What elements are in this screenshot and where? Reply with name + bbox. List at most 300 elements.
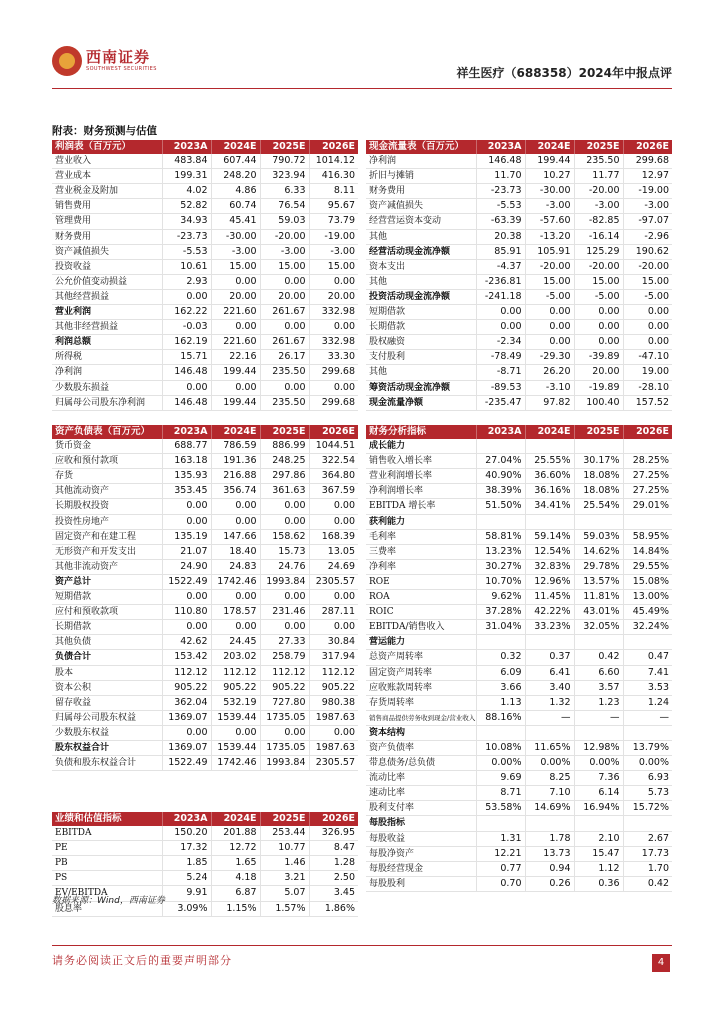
cell-value: 168.39 (309, 529, 358, 544)
cell-value: 73.79 (309, 214, 358, 229)
cell-value: 45.49% (623, 605, 672, 620)
cell-value: 15.08% (623, 574, 672, 589)
cell-value: — (623, 710, 672, 725)
row-label: 销售费用 (52, 199, 162, 214)
cell-value: 58.95% (623, 529, 672, 544)
table-row (366, 725, 672, 740)
cell-value: 905.22 (211, 680, 260, 695)
cell-value: 135.19 (162, 529, 211, 544)
cell-value: 14.69% (525, 801, 574, 816)
cell-value: 112.12 (260, 665, 309, 680)
table-row (52, 635, 358, 650)
cell-value: 76.54 (260, 199, 309, 214)
table-row (52, 199, 358, 214)
cell-value: 100.40 (574, 395, 623, 410)
cell-value: 4.18 (211, 871, 260, 886)
cell-value: 11.70 (476, 169, 525, 184)
cell-value (525, 514, 574, 529)
row-label: 少数股东权益 (52, 725, 162, 740)
cell-value: 0.00% (476, 756, 525, 771)
cell-value: -19.00 (309, 229, 358, 244)
cell-value: 1.28 (309, 856, 358, 871)
cell-value: 1987.63 (309, 740, 358, 755)
table-row (366, 529, 672, 544)
cell-value: 1.78 (525, 831, 574, 846)
cell-value: 24.83 (211, 559, 260, 574)
row-label: 每股净资产 (366, 846, 476, 861)
table-row (366, 786, 672, 801)
row-label: 其他 (366, 229, 476, 244)
cell-value: 353.45 (162, 484, 211, 499)
cell-value: 30.17% (574, 454, 623, 469)
table-title: 财务分析指标 (366, 425, 476, 439)
cell-value: 7.41 (623, 665, 672, 680)
cell-value: 0.00 (260, 725, 309, 740)
cell-value: -39.89 (574, 350, 623, 365)
row-label: 净利润 (52, 365, 162, 380)
cell-value: -236.81 (476, 274, 525, 289)
cell-value: -20.00 (574, 259, 623, 274)
cell-value: 27.25% (623, 469, 672, 484)
row-label: ROA (366, 590, 476, 605)
column-header: 2023A (162, 140, 211, 154)
cell-value: 59.03% (574, 529, 623, 544)
cell-value: 3.45 (309, 886, 358, 901)
column-header: 2026E (309, 812, 358, 826)
table-row (366, 590, 672, 605)
row-label: 每股收益 (366, 831, 476, 846)
cell-value: 0.00 (260, 380, 309, 395)
table-row (366, 350, 672, 365)
cell-value: 15.73 (260, 544, 309, 559)
income-statement-table (52, 140, 358, 411)
row-label: 获利能力 (366, 514, 476, 529)
cell-value: 0.47 (623, 650, 672, 665)
table-row (366, 484, 672, 499)
row-label: 净利润增长率 (366, 484, 476, 499)
table-row (52, 514, 358, 529)
cell-value: -3.00 (574, 199, 623, 214)
cell-value: 29.01% (623, 499, 672, 514)
cell-value: 0.00 (525, 320, 574, 335)
cell-value: 29.55% (623, 559, 672, 574)
table-row (366, 861, 672, 876)
cell-value: 1.65 (211, 856, 260, 871)
table-row (366, 335, 672, 350)
row-label: 负债合计 (52, 650, 162, 665)
row-label: 固定资产周转率 (366, 665, 476, 680)
cell-value: 199.44 (525, 154, 574, 169)
cell-value: 30.27% (476, 559, 525, 574)
cell-value: 112.12 (211, 665, 260, 680)
cell-value: 688.77 (162, 439, 211, 454)
cell-value: 1.24 (623, 695, 672, 710)
data-source-note: 数据来源：Wind，西南证券 (52, 896, 165, 906)
cell-value: 52.82 (162, 199, 211, 214)
cell-value: 221.60 (211, 305, 260, 320)
cell-value: 20.00 (309, 289, 358, 304)
cell-value: -19.89 (574, 380, 623, 395)
cell-value: 235.50 (260, 365, 309, 380)
cell-value: 0.00% (574, 756, 623, 771)
cell-value: -20.00 (525, 259, 574, 274)
cell-value: 1.57% (260, 901, 309, 916)
cell-value: 221.60 (211, 335, 260, 350)
cell-value: 0.32 (476, 650, 525, 665)
cell-value: 1014.12 (309, 154, 358, 169)
cell-value: 14.62% (574, 544, 623, 559)
row-label: 每股股利 (366, 876, 476, 891)
cell-value: -5.53 (476, 199, 525, 214)
cell-value: -5.00 (525, 289, 574, 304)
row-label: 货币资金 (52, 439, 162, 454)
cell-value: 0.00% (525, 756, 574, 771)
cell-value: 1.32 (525, 695, 574, 710)
row-label: 其他非流动资产 (52, 559, 162, 574)
table-row (366, 439, 672, 454)
cell-value: 12.54% (525, 544, 574, 559)
table-row (52, 305, 358, 320)
cell-value (476, 635, 525, 650)
row-label: 其他流动资产 (52, 484, 162, 499)
row-label: 其他非经营损益 (52, 320, 162, 335)
table-row (52, 871, 358, 886)
cell-value: 31.04% (476, 620, 525, 635)
cell-value: 13.79% (623, 740, 672, 755)
cell-value: 32.24% (623, 620, 672, 635)
column-header: 2024E (525, 140, 574, 154)
table-row (366, 756, 672, 771)
cell-value: 332.98 (309, 305, 358, 320)
table-row (366, 831, 672, 846)
table-row (52, 259, 358, 274)
cell-value: 27.25% (623, 484, 672, 499)
cell-value: 21.07 (162, 544, 211, 559)
cell-value: -47.10 (623, 350, 672, 365)
cell-value: 0.36 (574, 876, 623, 891)
page-header (52, 40, 672, 90)
table-row (52, 380, 358, 395)
table-row (52, 169, 358, 184)
table-row (366, 184, 672, 199)
row-label: 股权融资 (366, 335, 476, 350)
table-row (366, 274, 672, 289)
cell-value: 191.36 (211, 454, 260, 469)
row-label: 资产总计 (52, 574, 162, 589)
cell-value: 34.93 (162, 214, 211, 229)
row-label: 三费率 (366, 544, 476, 559)
cell-value: 1987.63 (309, 710, 358, 725)
cell-value: 1.70 (623, 861, 672, 876)
row-label: 营业利润 (52, 305, 162, 320)
cell-value: 27.04% (476, 454, 525, 469)
cell-value: 0.00 (260, 590, 309, 605)
page-number: 4 (652, 954, 670, 972)
cell-value: 1.46 (260, 856, 309, 871)
row-label: EBITDA/销售收入 (366, 620, 476, 635)
table-row (366, 229, 672, 244)
cell-value: 42.22% (525, 605, 574, 620)
cell-value: 6.60 (574, 665, 623, 680)
row-label: 无形资产和开发支出 (52, 544, 162, 559)
cell-value: 30.84 (309, 635, 358, 650)
cell-value: 33.23% (525, 620, 574, 635)
row-label: 现金流量净额 (366, 395, 476, 410)
cell-value: 905.22 (162, 680, 211, 695)
cell-value: 11.81% (574, 590, 623, 605)
cell-value: 13.00% (623, 590, 672, 605)
row-label: 投资性房地产 (52, 514, 162, 529)
cell-value: 1735.05 (260, 740, 309, 755)
cell-value: 0.00 (260, 499, 309, 514)
cell-value: 203.02 (211, 650, 260, 665)
table-row (366, 801, 672, 816)
cell-value: 261.67 (260, 335, 309, 350)
row-label: 经营活动现金流净额 (366, 244, 476, 259)
cell-value: 5.73 (623, 786, 672, 801)
row-label: PB (52, 856, 162, 871)
table-row (366, 695, 672, 710)
table-row (52, 154, 358, 169)
cell-value: 162.22 (162, 305, 211, 320)
cell-value: -23.73 (476, 184, 525, 199)
cell-value: 0.00 (574, 335, 623, 350)
row-label: 每股经营现金 (366, 861, 476, 876)
cell-value: 0.00 (162, 620, 211, 635)
cell-value: 1.31 (476, 831, 525, 846)
row-label: 其他 (366, 274, 476, 289)
row-label: 总资产周转率 (366, 650, 476, 665)
table-row (52, 650, 358, 665)
cashflow-statement-table (366, 140, 672, 411)
cell-value: 13.73 (525, 846, 574, 861)
cell-value: 157.52 (623, 395, 672, 410)
cell-value: 0.00 (309, 380, 358, 395)
table-row (366, 559, 672, 574)
cell-value: 199.31 (162, 169, 211, 184)
row-label: 存货周转率 (366, 695, 476, 710)
cell-value: 0.00 (574, 320, 623, 335)
row-label: 所得税 (52, 350, 162, 365)
table-row (366, 499, 672, 514)
row-label: 资本支出 (366, 259, 476, 274)
cell-value: 95.67 (309, 199, 358, 214)
cell-value: 2.93 (162, 274, 211, 289)
column-header: 2023A (162, 425, 211, 439)
cell-value: 0.00 (309, 725, 358, 740)
table-row (366, 259, 672, 274)
cell-value: -3.10 (525, 380, 574, 395)
cell-value: 163.18 (162, 454, 211, 469)
row-label: 股东权益合计 (52, 740, 162, 755)
cell-value: 42.62 (162, 635, 211, 650)
table-row (52, 214, 358, 229)
cell-value: 323.94 (260, 169, 309, 184)
row-label: 资产减值损失 (52, 244, 162, 259)
cell-value: 0.00 (211, 499, 260, 514)
cell-value: 261.67 (260, 305, 309, 320)
cell-value: 40.90% (476, 469, 525, 484)
cell-value: 38.39% (476, 484, 525, 499)
cell-value: 20.00 (574, 365, 623, 380)
cell-value: 6.09 (476, 665, 525, 680)
cell-value: 24.69 (309, 559, 358, 574)
row-label: 营业收入 (52, 154, 162, 169)
cell-value: 15.72% (623, 801, 672, 816)
row-label: 短期借款 (366, 305, 476, 320)
cell-value: 97.82 (525, 395, 574, 410)
table-row (366, 574, 672, 589)
cell-value: 0.42 (574, 650, 623, 665)
cell-value: 5.24 (162, 871, 211, 886)
table-row (366, 635, 672, 650)
row-label: 留存收益 (52, 695, 162, 710)
table-row (366, 605, 672, 620)
cell-value: 0.00 (211, 620, 260, 635)
row-label: 投资活动现金流净额 (366, 289, 476, 304)
cell-value: 53.58% (476, 801, 525, 816)
cell-value: 13.57% (574, 574, 623, 589)
table-row (52, 605, 358, 620)
cell-value: -0.03 (162, 320, 211, 335)
cell-value: — (574, 710, 623, 725)
cell-value: -20.00 (260, 229, 309, 244)
cell-value: 20.38 (476, 229, 525, 244)
row-label: 其他 (366, 365, 476, 380)
column-header: 2026E (623, 425, 672, 439)
cell-value: 45.41 (211, 214, 260, 229)
cell-value: 1369.07 (162, 710, 211, 725)
cell-value: 8.25 (525, 771, 574, 786)
cell-value: 0.37 (525, 650, 574, 665)
cell-value: 0.00 (260, 620, 309, 635)
row-label: 流动比率 (366, 771, 476, 786)
cell-value: 20.00 (260, 289, 309, 304)
cell-value: 1.85 (162, 856, 211, 871)
column-header: 2025E (574, 425, 623, 439)
cell-value: -8.71 (476, 365, 525, 380)
cell-value: 36.60% (525, 469, 574, 484)
company-logo (52, 44, 157, 80)
table-row (366, 846, 672, 861)
table-row (52, 665, 358, 680)
cell-value: -3.00 (260, 244, 309, 259)
cell-value: 10.27 (525, 169, 574, 184)
table-title: 业绩和估值指标 (52, 812, 162, 826)
cell-value: 3.21 (260, 871, 309, 886)
cell-value: 59.14% (525, 529, 574, 544)
cell-value: 15.00 (623, 274, 672, 289)
cell-value: 135.93 (162, 469, 211, 484)
cell-value: 10.77 (260, 841, 309, 856)
cell-value: 17.32 (162, 841, 211, 856)
cell-value: 110.80 (162, 605, 211, 620)
cell-value: 6.93 (623, 771, 672, 786)
cell-value: 0.00 (476, 320, 525, 335)
logo-emblem-icon (52, 46, 82, 76)
cell-value (623, 816, 672, 831)
cell-value: 15.00 (574, 274, 623, 289)
table-row (52, 184, 358, 199)
cell-value: 0.00 (260, 274, 309, 289)
cell-value: 18.08% (574, 469, 623, 484)
cell-value: 1742.46 (211, 756, 260, 771)
cell-value: 146.48 (476, 154, 525, 169)
table-row (366, 650, 672, 665)
cell-value: 231.46 (260, 605, 309, 620)
cell-value: 18.08% (574, 484, 623, 499)
cell-value: 1742.46 (211, 574, 260, 589)
cell-value: 15.00 (525, 274, 574, 289)
cell-value: -5.00 (574, 289, 623, 304)
column-header: 2024E (211, 140, 260, 154)
cell-value: 364.80 (309, 469, 358, 484)
cell-value: 0.00 (162, 725, 211, 740)
cell-value: 216.88 (211, 469, 260, 484)
cell-value: 158.62 (260, 529, 309, 544)
row-label: 少数股东损益 (52, 380, 162, 395)
cell-value: 1.13 (476, 695, 525, 710)
column-header: 2024E (525, 425, 574, 439)
table-row (366, 305, 672, 320)
cell-value: -5.00 (623, 289, 672, 304)
report-title: 祥生医疗（688358）2024年中报点评 (456, 66, 672, 80)
row-label: 销售商品提供劳务收到现金/营业收入 (366, 710, 476, 725)
cell-value (476, 725, 525, 740)
cell-value: 190.62 (623, 244, 672, 259)
cell-value: 25.54% (574, 499, 623, 514)
cell-value: -2.34 (476, 335, 525, 350)
row-label: 营运能力 (366, 635, 476, 650)
cell-value: 1735.05 (260, 710, 309, 725)
cell-value: 51.50% (476, 499, 525, 514)
table-row (52, 395, 358, 410)
row-label: 应付和预收款项 (52, 605, 162, 620)
cell-value: 7.10 (525, 786, 574, 801)
cell-value: 1.12 (574, 861, 623, 876)
cell-value: -97.07 (623, 214, 672, 229)
row-label: 应收账款周转率 (366, 680, 476, 695)
column-header: 2025E (260, 140, 309, 154)
cell-value: 0.00% (623, 756, 672, 771)
cell-value: 0.70 (476, 876, 525, 891)
cell-value: 22.16 (211, 350, 260, 365)
table-row (366, 514, 672, 529)
table-row (52, 841, 358, 856)
table-row (52, 740, 358, 755)
cell-value: 178.57 (211, 605, 260, 620)
cell-value: 727.80 (260, 695, 309, 710)
row-label: 销售收入增长率 (366, 454, 476, 469)
table-row (366, 771, 672, 786)
cell-value: 15.71 (162, 350, 211, 365)
cell-value: 20.00 (211, 289, 260, 304)
cell-value: 0.00 (309, 620, 358, 635)
cell-value: 12.98% (574, 740, 623, 755)
table-header-row (52, 812, 358, 826)
cell-value: 13.05 (309, 544, 358, 559)
table-row (52, 244, 358, 259)
cell-value: 15.00 (260, 259, 309, 274)
table-row (52, 335, 358, 350)
cell-value: 1.86% (309, 901, 358, 916)
row-label: 长期股权投资 (52, 499, 162, 514)
cell-value: 332.98 (309, 335, 358, 350)
cell-value: 4.86 (211, 184, 260, 199)
cell-value (476, 439, 525, 454)
cell-value: -30.00 (525, 184, 574, 199)
table-row (366, 454, 672, 469)
